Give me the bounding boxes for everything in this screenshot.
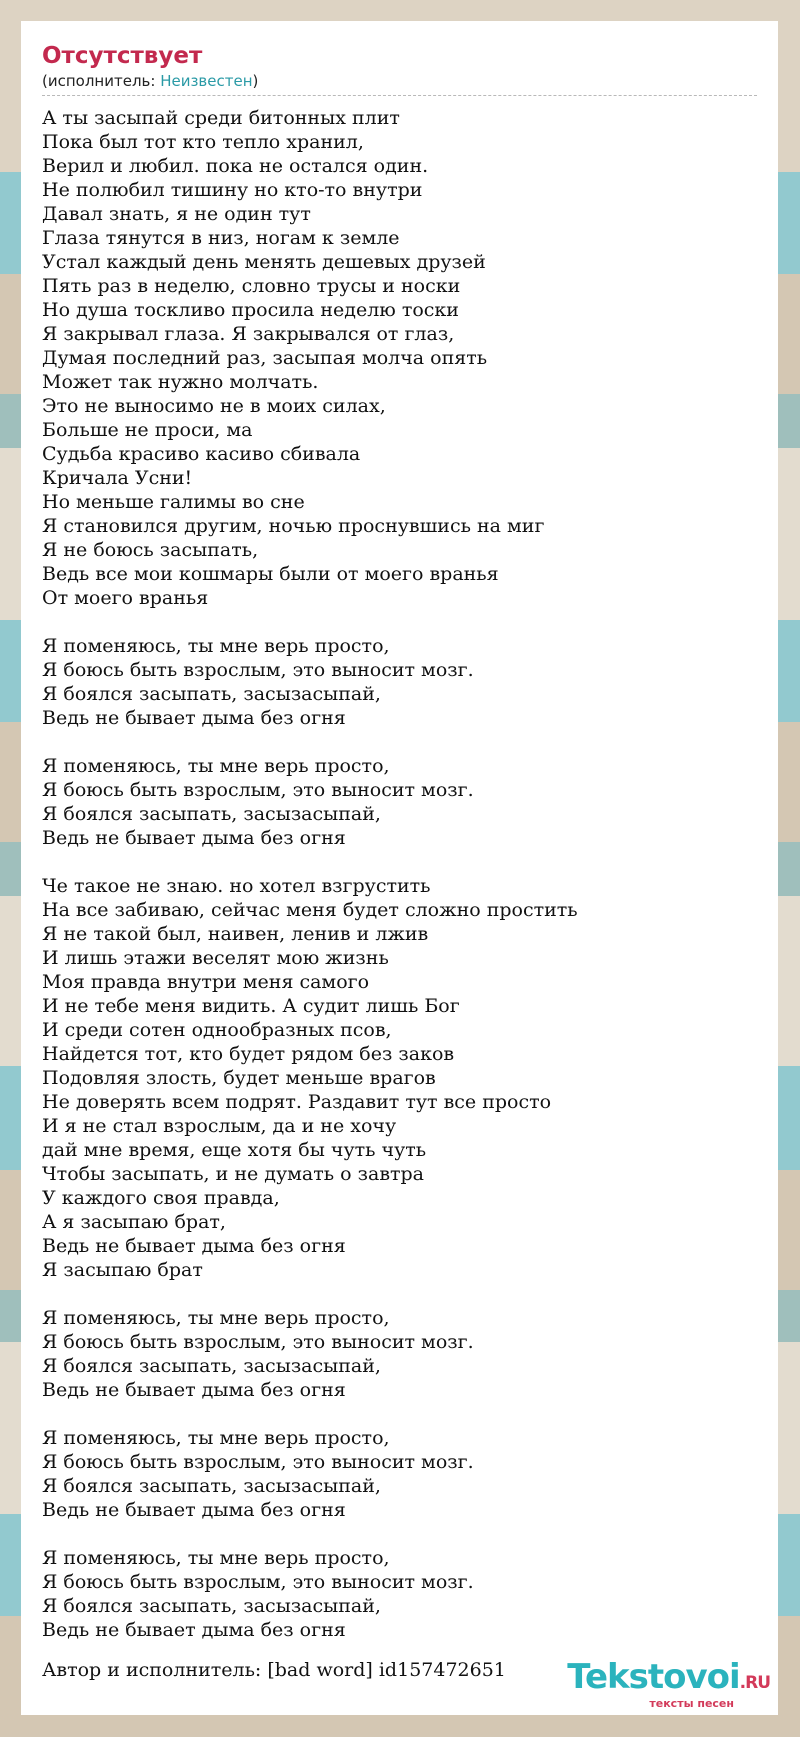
lyric-line: Я не такой был, наивен, ленив и лжив xyxy=(42,923,429,945)
lyric-line: Я становился другим, ночью проснувшись на миг xyxy=(42,515,545,537)
lyric-line: Больше не проси, ма xyxy=(42,419,253,441)
logo-text: Tekstovoi xyxy=(567,1657,740,1697)
lyric-line: Я поменяюсь, ты мне верь просто, xyxy=(42,635,390,657)
lyric-line: Это не выносимо не в моих силах, xyxy=(42,395,386,417)
logo-domain: .RU xyxy=(739,1673,770,1693)
lyric-line: Я боюсь быть взрослым, это выносит мозг. xyxy=(42,1331,474,1353)
lyric-line: Давал знать, я не один тут xyxy=(42,203,311,225)
lyric-line: Найдется тот, кто будет рядом без заков xyxy=(42,1043,455,1065)
artist-link[interactable]: Неизвестен xyxy=(160,72,253,90)
lyric-line: А ты засыпай среди битонных плит xyxy=(42,107,400,129)
stanza-break xyxy=(42,1282,757,1306)
lyric-line: Чтобы засыпать, и не думать о завтра xyxy=(42,1163,425,1185)
lyric-line: Я поменяюсь, ты мне верь просто, xyxy=(42,755,390,777)
lyric-line: Но меньше галимы во сне xyxy=(42,491,305,513)
lyric-line: Я поменяюсь, ты мне верь просто, xyxy=(42,1427,390,1449)
lyric-line: Ведь все мои кошмары были от моего вранья xyxy=(42,563,499,585)
lyrics-body xyxy=(42,106,757,1642)
lyric-line: Я закрывал глаза. Я закрывался от глаз, xyxy=(42,323,455,345)
lyric-line: Ведь не бывает дыма без огня xyxy=(42,827,346,849)
author-credit: Автор и исполнитель: [bad word] id157472651 xyxy=(42,1659,506,1681)
lyric-line: И я не стал взрослым, да и не хочу xyxy=(42,1115,397,1137)
artist-line xyxy=(42,71,757,96)
lyric-line: Я боялся засыпать, засызасыпай, xyxy=(42,1355,381,1377)
stanza-break xyxy=(42,1522,757,1546)
stanza-break xyxy=(42,730,757,754)
lyric-line: Я засыпаю брат xyxy=(42,1259,203,1281)
lyrics-card xyxy=(21,21,778,1715)
lyric-line: Моя правда внутри меня самого xyxy=(42,971,370,993)
lyric-line: Ведь не бывает дыма без огня xyxy=(42,707,346,729)
lyric-line: На все забиваю, сейчас меня будет сложно простить xyxy=(42,899,578,921)
lyric-line: Судьба красиво касиво сбивала xyxy=(42,443,361,465)
lyric-line: Я боялся засыпать, засызасыпай, xyxy=(42,1475,381,1497)
lyric-line: Не доверять всем подрят. Раздавит тут все просто xyxy=(42,1091,552,1113)
lyric-line: От моего вранья xyxy=(42,587,209,609)
song-title: Отсутствует xyxy=(42,43,203,69)
lyric-line: Я поменяюсь, ты мне верь просто, xyxy=(42,1547,390,1569)
lyric-line: Че такое не знаю. но хотел взгрустить xyxy=(42,875,431,897)
lyric-line: Я боялся засыпать, засызасыпай, xyxy=(42,683,381,705)
lyric-line: Я боюсь быть взрослым, это выносит мозг. xyxy=(42,659,474,681)
logo-tagline: тексты песен xyxy=(649,1697,734,1710)
lyric-line: Я боюсь быть взрослым, это выносит мозг. xyxy=(42,1451,474,1473)
lyric-line: И не тебе меня видить. А судит лишь Бог xyxy=(42,995,460,1017)
lyric-line: Не полюбил тишину но кто-то внутри xyxy=(42,179,423,201)
lyric-line: И лишь этажи веселят мою жизнь xyxy=(42,947,389,969)
lyric-line: И среди сотен однообразных псов, xyxy=(42,1019,392,1041)
lyric-line: Я не боюсь засыпать, xyxy=(42,539,259,561)
lyric-line: Ведь не бывает дыма без огня xyxy=(42,1619,346,1641)
lyric-line: Устал каждый день менять дешевых друзей xyxy=(42,251,486,273)
stanza-break xyxy=(42,610,757,634)
stanza-break xyxy=(42,850,757,874)
artist-prefix: (исполнитель: xyxy=(42,72,161,90)
lyric-line: Я боюсь быть взрослым, это выносит мозг. xyxy=(42,1571,474,1593)
lyric-line: А я засыпаю брат, xyxy=(42,1211,226,1233)
lyric-line: Может так нужно молчать. xyxy=(42,371,319,393)
lyric-line: Пока был тот кто тепло хранил, xyxy=(42,131,364,153)
lyric-line: дай мне время, еще хотя бы чуть чуть xyxy=(42,1139,427,1161)
lyric-line: Глаза тянутся в низ, ногам к земле xyxy=(42,227,400,249)
lyric-line: Я боялся засыпать, засызасыпай, xyxy=(42,1595,381,1617)
lyric-line: Верил и любил. пока не остался один. xyxy=(42,155,429,177)
lyric-line: Я боялся засыпать, засызасыпай, xyxy=(42,803,381,825)
lyric-line: Ведь не бывает дыма без огня xyxy=(42,1379,346,1401)
lyric-line: Кричала Усни! xyxy=(42,467,193,489)
lyric-line: Думая последний раз, засыпая молча опять xyxy=(42,347,488,369)
lyric-line: Но душа тоскливо просила неделю тоски xyxy=(42,299,459,321)
site-logo[interactable] xyxy=(567,1659,770,1710)
lyric-line: Я боюсь быть взрослым, это выносит мозг. xyxy=(42,779,474,801)
lyric-line: У каждого своя правда, xyxy=(42,1187,280,1209)
lyric-line: Ведь не бывает дыма без огня xyxy=(42,1499,346,1521)
artist-suffix: ) xyxy=(252,72,259,90)
lyric-line: Пять раз в неделю, словно трусы и носки xyxy=(42,275,461,297)
lyric-line: Ведь не бывает дыма без огня xyxy=(42,1235,346,1257)
lyric-line: Я поменяюсь, ты мне верь просто, xyxy=(42,1307,390,1329)
lyric-line: Подовляя злость, будет меньше врагов xyxy=(42,1067,436,1089)
stanza-break xyxy=(42,1402,757,1426)
